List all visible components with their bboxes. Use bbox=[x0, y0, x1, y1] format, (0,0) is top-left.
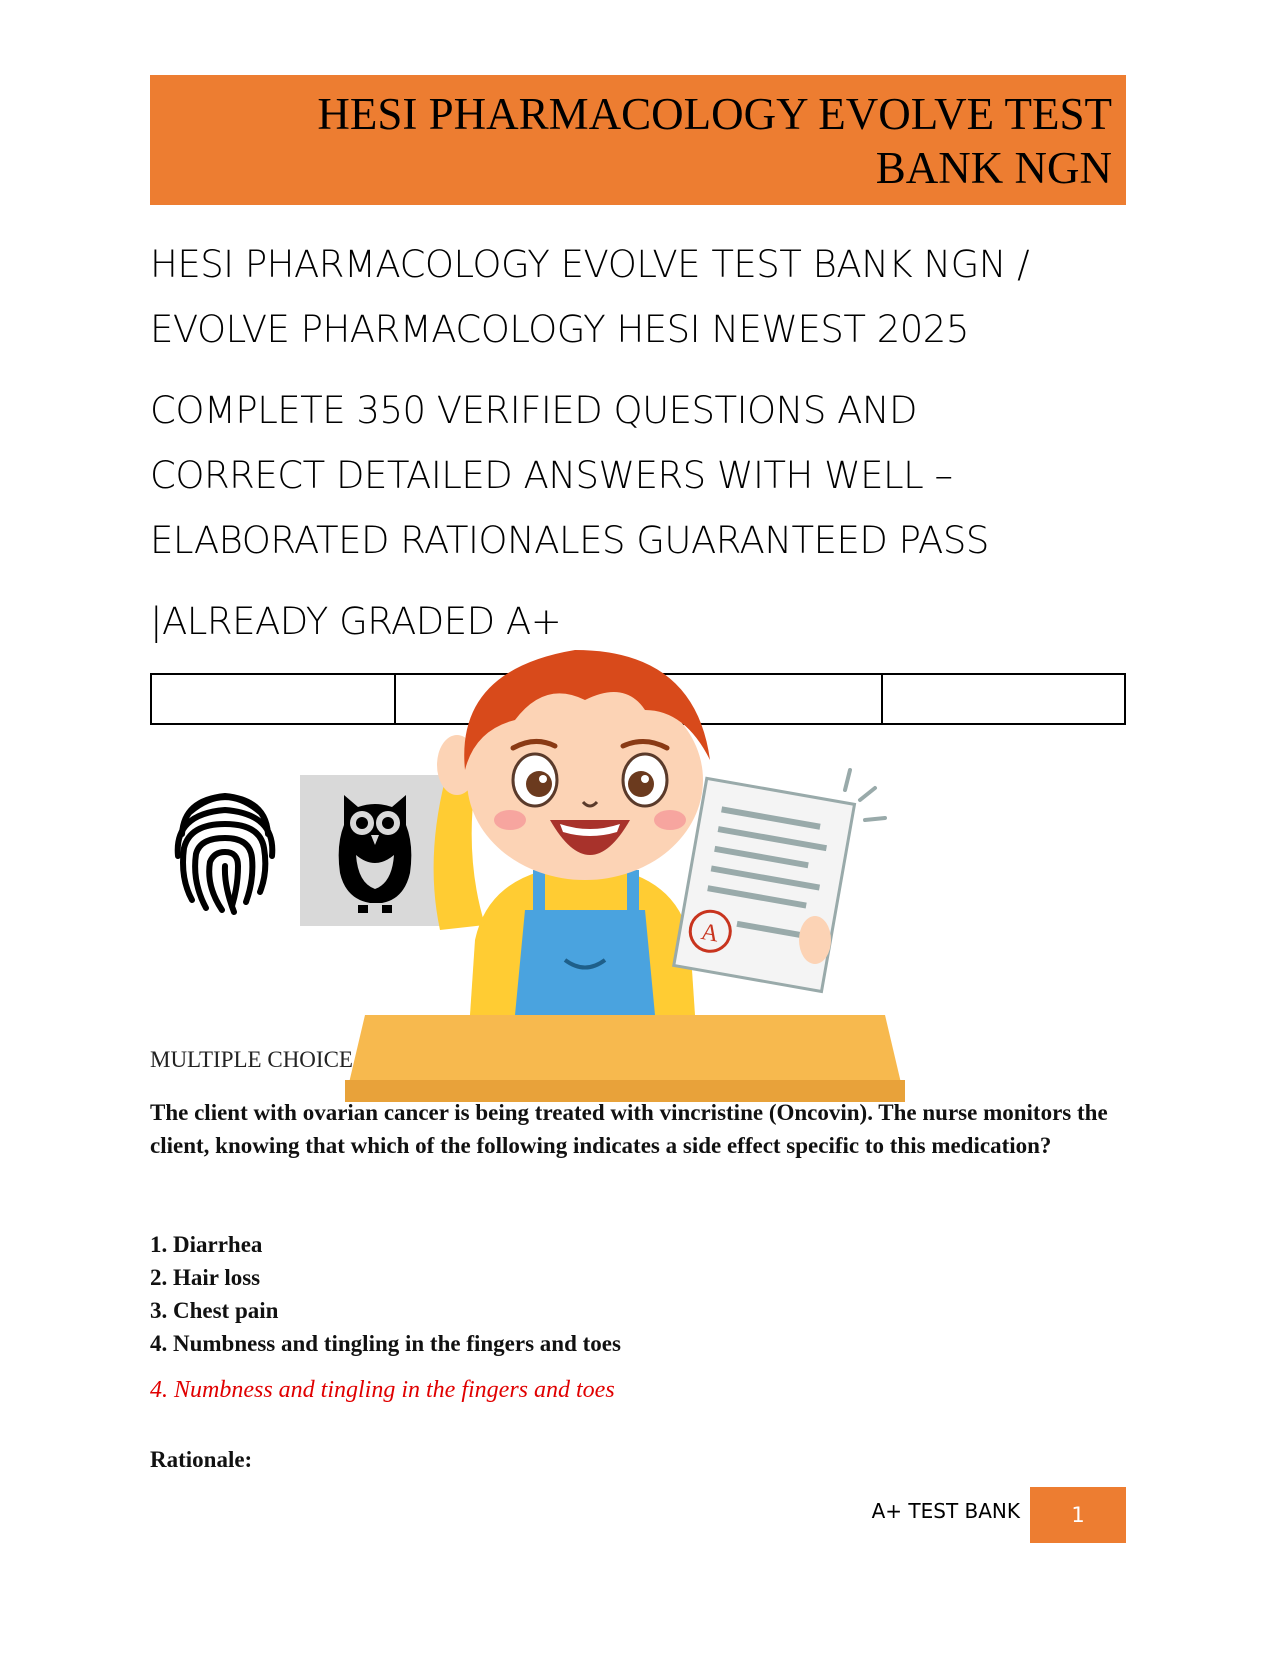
list-item: 2. Hair loss bbox=[150, 1265, 261, 1290]
list-item: 3. Chest pain bbox=[150, 1298, 279, 1323]
fingerprint-icon bbox=[172, 782, 278, 916]
grade-mark-text: A bbox=[699, 918, 721, 948]
title-line: ELABORATED RATIONALES GUARANTEED PASS bbox=[150, 519, 989, 562]
list-item: 4. Numbness and tingling in the fingers and toes bbox=[150, 1331, 621, 1356]
question-text: The client with ovarian cancer is being treated with vincristine (Oncovin). The nurse monitors the client, knowing that which of the following indicates a side effect specific to this medication? bbox=[150, 1100, 1108, 1158]
title-line: CORRECT DETAILED ANSWERS WITH WELL – bbox=[150, 454, 953, 497]
list-item: 1. Diarrhea bbox=[150, 1232, 263, 1257]
section-label: MULTIPLE CHOICE bbox=[150, 1047, 353, 1072]
title-line: EVOLVE PHARMACOLOGY HESI NEWEST 2025 bbox=[150, 308, 969, 351]
title-line: HESI PHARMACOLOGY EVOLVE TEST BANK NGN / bbox=[150, 243, 1030, 286]
header-banner bbox=[150, 75, 1126, 205]
footer-label: A+ TEST BANK bbox=[871, 1499, 1020, 1523]
rationale-label: Rationale: bbox=[150, 1447, 253, 1472]
answer-options bbox=[150, 1228, 1120, 1360]
header-title-line-1: HESI PHARMACOLOGY EVOLVE TEST bbox=[317, 89, 1112, 139]
title-line: COMPLETE 350 VERIFIED QUESTIONS AND bbox=[150, 389, 918, 432]
title-line: |ALREADY GRADED A+ bbox=[150, 600, 562, 643]
header-title-line-2: BANK NGN bbox=[875, 143, 1112, 193]
student-with-graded-paper-illustration bbox=[345, 640, 945, 1110]
page-number: 1 bbox=[1030, 1487, 1126, 1543]
document-title bbox=[150, 232, 1126, 654]
correct-answer: 4. Numbness and tingling in the fingers and toes bbox=[150, 1377, 615, 1403]
